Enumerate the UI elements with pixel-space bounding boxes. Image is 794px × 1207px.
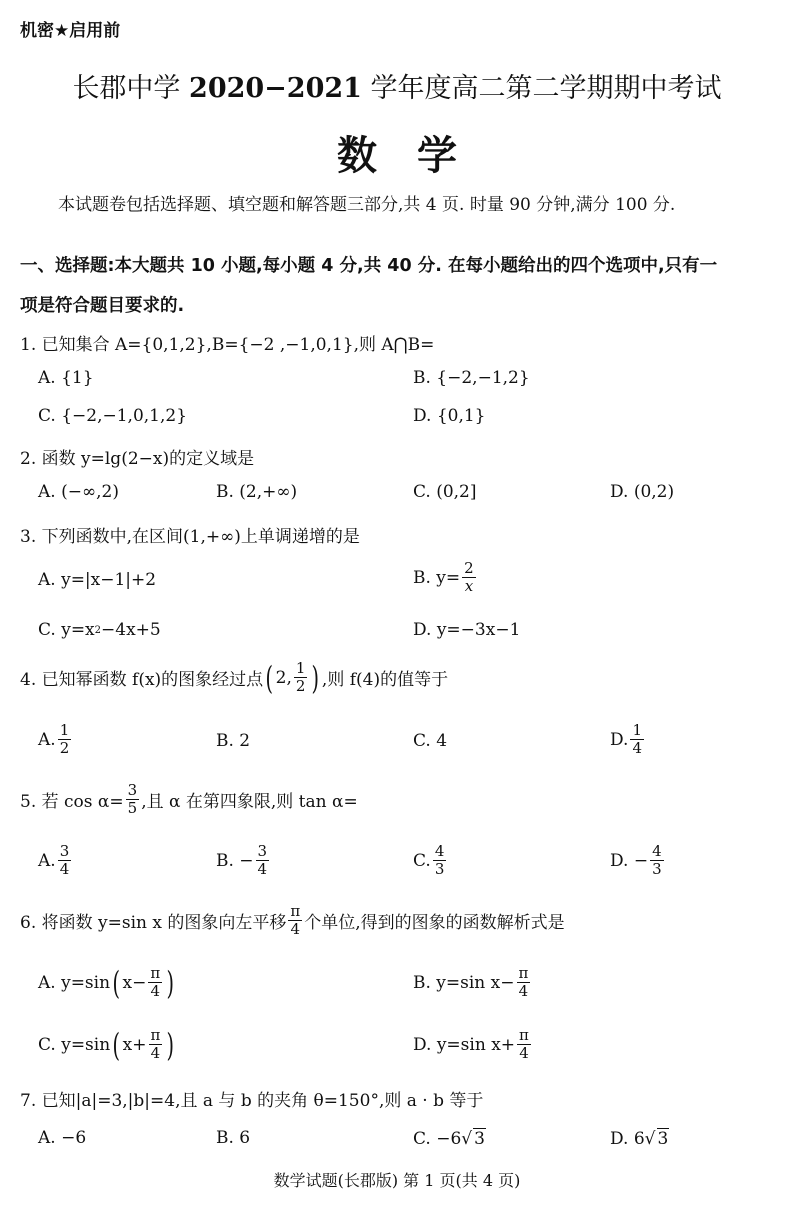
- q4-stem-prefix: 4. 已知幂函数 f(x)的图象经过点: [20, 670, 264, 691]
- q4-d-numerator: 1: [632, 721, 642, 739]
- q5-b-numerator: 3: [257, 842, 268, 860]
- q3-option-a: A. y=|x−1|+2: [38, 570, 157, 590]
- q6-denominator: 4: [290, 920, 301, 939]
- q5-stem-fraction: [126, 782, 140, 818]
- sqrt-symbol: √: [461, 1128, 473, 1149]
- question-3-stem: 3. 下列函数中,在区间(1,+∞)上单调递增的是: [20, 527, 360, 547]
- q5-denominator: 5: [127, 799, 138, 818]
- q6-b-denominator: 4: [518, 982, 529, 1001]
- q7-option-a: A. −6: [38, 1128, 87, 1148]
- q5-d-fraction: [650, 843, 664, 879]
- q6-a-numerator: π: [150, 964, 161, 982]
- q4-option-c: C. 4: [413, 731, 448, 751]
- right-paren: ): [311, 658, 320, 697]
- section-heading-line1: 一、选择题:本大题共 10 小题,每小题 4 分,共 40 分. 在每小题给出的四个选项中,只有一: [20, 256, 718, 276]
- q6-stem-prefix: 6. 将函数 y=sin x 的图象向左平移: [20, 913, 287, 934]
- q6-numerator: π: [290, 902, 301, 920]
- q1-option-c: C. {−2,−1,0,1,2}: [38, 406, 188, 426]
- q6-d-fraction: [517, 1027, 531, 1063]
- q6-d-prefix: D. y=sin x+: [413, 1034, 516, 1055]
- q2-option-d: D. (0,2): [610, 482, 675, 502]
- exam-intro: 本试题卷包括选择题、填空题和解答题三部分,共 4 页. 时量 90 分钟,满分 100 分.: [58, 195, 676, 215]
- q5-b-denominator: 4: [257, 860, 268, 879]
- q3-b-prefix: B. y=: [413, 567, 461, 588]
- q6-stem-suffix: 个单位,得到的图象的函数解析式是: [304, 913, 565, 934]
- q4-option-b: B. 2: [216, 731, 251, 751]
- section-heading-line2: 项是符合题目要求的.: [20, 296, 185, 316]
- q6-c-prefix: C. y=sin: [38, 1034, 111, 1055]
- q4-option-a: [38, 722, 73, 758]
- q4-a-denominator: 2: [59, 739, 70, 758]
- q4-point-fraction: [294, 660, 308, 696]
- q7-c-prefix: C. −6: [413, 1128, 462, 1149]
- q4-point-x: 2,: [275, 667, 292, 688]
- q5-a-numerator: 3: [59, 842, 70, 860]
- q6-option-d: [413, 1027, 533, 1063]
- left-paren: (: [112, 963, 121, 1002]
- question-2-stem: 2. 函数 y=lg(2−x)的定义域是: [20, 449, 255, 469]
- q6-a-denominator: 4: [150, 982, 161, 1001]
- question-1-stem: 1. 已知集合 A={0,1,2},B={−2 ,−1,0,1},则 A⋂B=: [20, 335, 435, 355]
- q1-option-b: B. {−2,−1,2}: [413, 368, 530, 388]
- page-footer: 数学试题(长郡版) 第 1 页(共 4 页): [273, 1171, 521, 1190]
- sqrt-symbol: √: [644, 1128, 656, 1149]
- q6-c-numerator: π: [150, 1026, 161, 1044]
- q6-option-a: [38, 965, 177, 1001]
- q6-d-numerator: π: [519, 1026, 529, 1044]
- question-5-stem: [20, 782, 358, 818]
- q5-option-d: [610, 843, 666, 879]
- q4-a-fraction: [58, 722, 72, 758]
- q7-option-b: B. 6: [216, 1128, 251, 1148]
- q7-option-c: [413, 1128, 486, 1149]
- q6-d-denominator: 4: [519, 1044, 529, 1063]
- q4-a-numerator: 1: [59, 721, 70, 739]
- q3-option-c: [38, 620, 161, 640]
- q6-a-inner: x−: [122, 972, 147, 993]
- q4-d-prefix: D.: [610, 729, 629, 750]
- q5-d-denominator: 3: [652, 860, 662, 879]
- q5-numerator: 3: [127, 781, 138, 799]
- q5-a-denominator: 4: [59, 860, 70, 879]
- right-paren: ): [166, 963, 175, 1002]
- q6-c-inner: x+: [122, 1034, 147, 1055]
- q4-a-prefix: A.: [38, 729, 56, 750]
- subject-title: 数学: [337, 132, 497, 179]
- q5-option-b: [216, 843, 271, 879]
- q5-c-fraction: [433, 843, 447, 879]
- q4-stem-suffix: ,则 f(4)的值等于: [321, 670, 449, 691]
- q3-b-denominator: x: [464, 577, 474, 596]
- question-4-stem: [20, 660, 448, 696]
- q4-option-d: [610, 722, 646, 758]
- q5-c-denominator: 3: [434, 860, 445, 879]
- q6-b-fraction: [517, 965, 531, 1001]
- q6-b-prefix: B. y=sin x−: [413, 972, 515, 993]
- q6-a-prefix: A. y=sin: [38, 972, 111, 993]
- left-paren: (: [265, 658, 274, 697]
- q6-stem-fraction: [288, 903, 302, 939]
- q5-d-prefix: D. −: [610, 850, 649, 871]
- q5-c-prefix: C.: [413, 850, 431, 871]
- q4-point-denominator: 2: [295, 677, 306, 696]
- q6-c-denominator: 4: [150, 1044, 161, 1063]
- q6-b-numerator: π: [518, 964, 529, 982]
- q5-stem-prefix: 5. 若 cos α=: [20, 792, 124, 813]
- q5-d-numerator: 4: [652, 842, 662, 860]
- question-6-stem: [20, 903, 565, 939]
- q5-c-numerator: 4: [434, 842, 445, 860]
- q5-a-prefix: A.: [38, 850, 56, 871]
- q7-c-radicand: 3: [474, 1129, 485, 1149]
- left-paren: (: [112, 1025, 121, 1064]
- q3-c-prefix: C. y=x: [38, 620, 95, 640]
- q5-a-fraction: [58, 843, 72, 879]
- q5-b-prefix: B. −: [216, 850, 254, 871]
- q1-option-a: A. {1}: [38, 368, 94, 388]
- q5-option-a: [38, 843, 73, 879]
- q3-b-fraction: [462, 560, 476, 596]
- q5-b-fraction: [256, 843, 270, 879]
- q2-option-c: C. (0,2]: [413, 482, 477, 502]
- q5-stem-suffix: ,且 α 在第四象限,则 tan α=: [141, 792, 358, 813]
- q7-option-d: [610, 1128, 669, 1149]
- q6-a-fraction: [148, 965, 162, 1001]
- q3-c-exponent: 2: [94, 624, 102, 636]
- q3-option-d: D. y=−3x−1: [413, 620, 521, 640]
- exam-title: 长郡中学 2020−2021 学年度高二第二学期期中考试: [72, 73, 722, 104]
- q6-option-c: [38, 1027, 177, 1063]
- q6-option-b: [413, 965, 532, 1001]
- q4-d-denominator: 4: [632, 739, 642, 758]
- question-7-stem: 7. 已知|a|=3,|b|=4,且 a 与 b 的夹角 θ=150°,则 a · b 等于: [20, 1091, 484, 1111]
- q4-point-numerator: 1: [295, 659, 306, 677]
- q3-b-numerator: 2: [464, 559, 474, 577]
- q4-d-fraction: [630, 722, 644, 758]
- q2-option-b: B. (2,+∞): [216, 482, 298, 502]
- q6-c-fraction: [149, 1027, 163, 1063]
- q7-d-prefix: D. 6: [610, 1128, 645, 1149]
- q2-option-a: A. (−∞,2): [38, 482, 119, 502]
- confidential-label: 机密★启用前: [20, 21, 121, 41]
- q7-d-radicand: 3: [657, 1129, 669, 1149]
- q5-option-c: [413, 843, 448, 879]
- right-paren: ): [166, 1025, 175, 1064]
- q3-option-b: [413, 560, 478, 596]
- q3-c-suffix: −4x+5: [101, 620, 161, 640]
- q1-option-d: D. {0,1}: [413, 406, 486, 426]
